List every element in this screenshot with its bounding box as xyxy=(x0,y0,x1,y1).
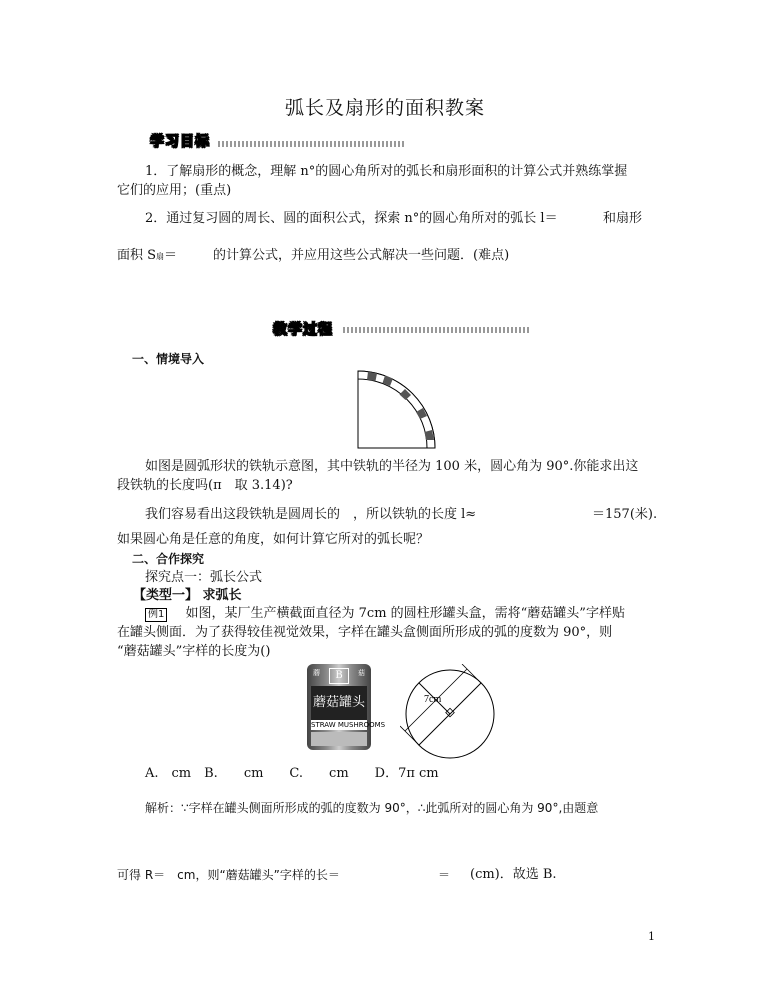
explore-point-1: 探究点一：弧长公式 xyxy=(145,570,263,585)
circle-diagram xyxy=(400,664,500,764)
goal-1-line-1: 1．了解扇形的概念，理解 n°的圆心角所对的弧长和扇形面积的计算公式并熟练掌握 xyxy=(145,164,628,179)
dotted-rule xyxy=(218,141,404,147)
example-line-3: “蘑菇罐头”字样的长度为() xyxy=(117,644,271,659)
can-label: 蘑菇罐头 xyxy=(311,686,367,720)
mushroom-can-image: 蘑 B 菇 蘑菇罐头 STRAW MUSHROOMS xyxy=(307,664,371,750)
page-number: 1 xyxy=(648,930,655,943)
goal-2-line-1: 2．通过复习圆的周长、圆的面积公式，探索 n°的圆心角所对的弧长 l＝ xyxy=(145,211,558,226)
heading-intro: 一、情境导入 xyxy=(132,352,205,366)
intro-line-1: 如图是圆弧形状的铁轨示意图，其中铁轨的半径为 100 米，圆心角为 90°.你能求出这 xyxy=(145,459,639,474)
page-title: 弧长及扇形的面积教案 xyxy=(284,97,485,119)
goal-2-line-1-end: 和扇形 xyxy=(603,211,643,226)
goal-1-line-2: 它们的应用；(重点) xyxy=(117,183,232,198)
example-line-1: 例1 如图，某厂生产横截面直径为 7cm 的圆柱形罐头盒，需将“蘑菇罐头”字样贴 xyxy=(145,605,625,623)
intro-line-2: 段铁轨的长度吗(π 取 3.14)? xyxy=(117,478,293,493)
analysis-equals: ＝ xyxy=(438,868,451,882)
goal-2-line-2-end: 的计算公式，并应用这些公式解决一些问题．(难点) xyxy=(213,248,510,263)
heading-explore: 二、合作探究 xyxy=(132,552,205,566)
example-line-2: 在罐头侧面．为了获得较佳视觉效果，字样在罐头盒侧面所形成的弧的度数为 90°，则 xyxy=(117,625,613,640)
analysis-line-2-end: (cm)．故选 B. xyxy=(470,867,557,882)
analysis-line-1: 解析：∵字样在罐头侧面所形成的弧的度数为 90°，∴此弧所对的圆心角为 90°,由题意 xyxy=(145,801,599,815)
dotted-rule-2 xyxy=(343,327,529,333)
diameter-label: 7cm xyxy=(424,694,442,705)
intro-line-4: 如果圆心角是任意的角度，如何计算它所对的弧长呢？ xyxy=(117,532,430,547)
intro-line-3: 我们容易看出这段铁轨是圆周长的 ，所以铁轨的长度 l≈ xyxy=(145,507,477,522)
example-badge: 例1 xyxy=(145,608,167,622)
answer-options: A. cm B. cm C. cm D．7π cm xyxy=(145,766,439,781)
rail-diagram xyxy=(355,368,445,452)
can-logo-icon: B xyxy=(329,668,349,684)
intro-line-3-end: ＝157(米). xyxy=(592,507,658,522)
section-badge-goals: 学习目标 xyxy=(150,134,210,150)
section-badge-process: 教学过程 xyxy=(273,322,333,338)
goal-2-line-2: 面积 S扇＝ xyxy=(117,248,178,263)
analysis-line-2: 可得 R＝ cm，则“蘑菇罐头”字样的长＝ xyxy=(117,868,340,882)
type-1-heading: 【类型一】 求弧长 xyxy=(133,588,242,603)
